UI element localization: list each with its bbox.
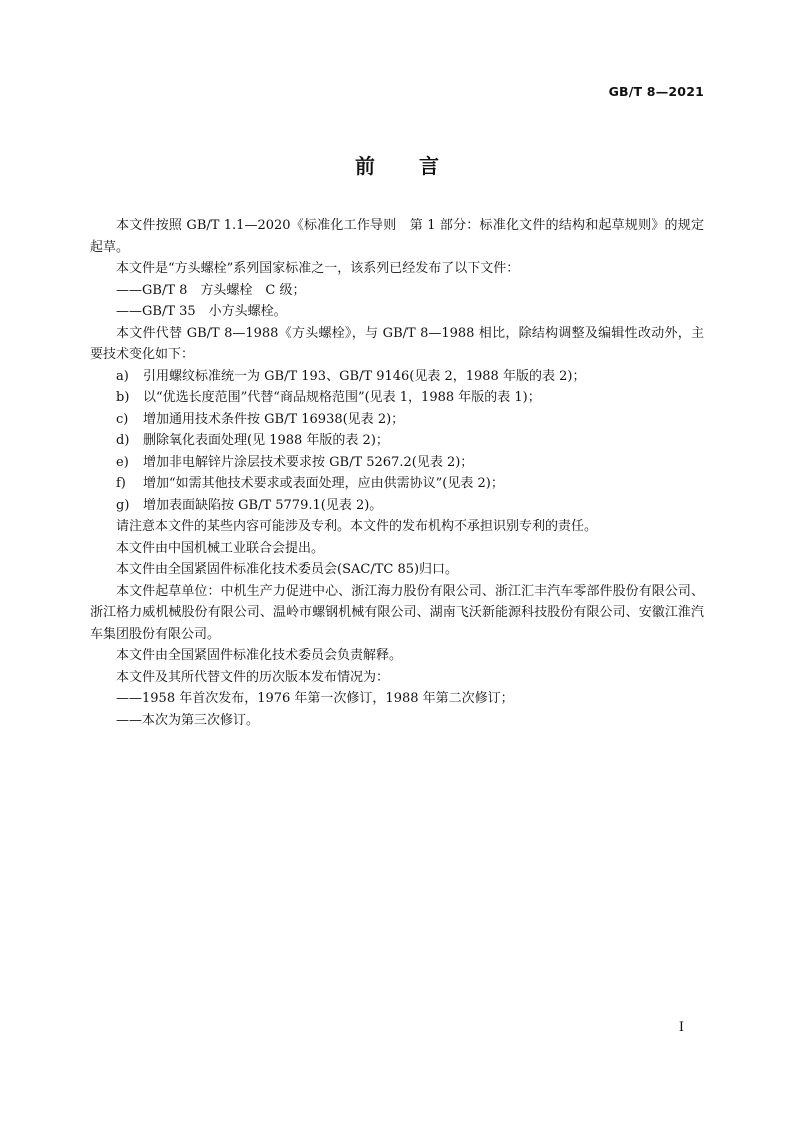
list-item-text: 引用螺纹标准统一为 GB/T 193、GB/T 9146(见表 2，1988 年版的表 2)； — [143, 368, 586, 384]
dash-item-gbt35: ——GB/T 35 小方头螺栓。 — [116, 304, 287, 319]
list-marker: d) — [116, 433, 130, 448]
list-marker: g) — [116, 497, 130, 513]
list-item — [90, 409, 704, 431]
list-item — [90, 495, 704, 517]
paragraph-committee: 本文件由全国紧固件标准化技术委员会(SAC/TC 85)归口。 — [116, 562, 459, 577]
list-item-text: 增加通用技术条件按 GB/T 16938(见表 2)； — [143, 411, 405, 427]
paragraph-drafting-units: 本文件起草单位：中机生产力促进中心、浙江海力股份有限公司、浙江汇丰汽车零部件股份有限公司、浙江格力威机械股份有限公司、温岭市螺钢机械有限公司、湖南飞沃新能源科技股份有限公司、安徽江淮汽车集团股份有限公司。 — [90, 583, 704, 642]
list-marker: f) — [116, 476, 126, 491]
list-item — [90, 366, 704, 388]
dash-item-current-revision: ——本次为第三次修订。 — [116, 712, 260, 728]
dash-item-gbt8: ——GB/T 8 方头螺栓 C 级； — [116, 282, 306, 298]
list-item — [90, 452, 704, 474]
paragraph-replacement: 本文件代替 GB/T 8—1988《方头螺栓》，与 GB/T 8—1988 相比，除结构调整及编辑性改动外，主要技术变化如下： — [90, 325, 704, 362]
foreword-body — [90, 215, 704, 731]
page-number: I — [678, 1020, 684, 1035]
list-item — [90, 430, 704, 452]
paragraph-interpretation: 本文件由全国紧固件标准化技术委员会负责解释。 — [116, 648, 403, 663]
list-marker: a) — [116, 368, 129, 384]
paragraph-series-intro: 本文件是“方头螺栓”系列国家标准之一，该系列已经发布了以下文件： — [116, 261, 520, 276]
list-marker: b) — [116, 390, 130, 405]
list-marker: c) — [116, 411, 129, 427]
paragraph-patent-notice: 请注意本文件的某些内容可能涉及专利。本文件的发布机构不承担识别专利的责任。 — [116, 519, 598, 534]
standard-code-header: GB/T 8—2021 — [608, 84, 704, 99]
paragraph-proposer: 本文件由中国机械工业联合会提出。 — [116, 540, 325, 556]
list-item-text: 以“优选长度范围”代替“商品规格范围”(见表 1，1988 年版的表 1)； — [143, 390, 541, 405]
dash-item-history: ——1958 年首次发布，1976 年第一次修订，1988 年第二次修订； — [116, 691, 514, 706]
list-item-text: 增加非电解锌片涂层技术要求按 GB/T 5267.2(见表 2)； — [143, 454, 474, 470]
page-title: 前言 — [355, 154, 483, 178]
list-item-text: 增加“如需其他技术要求或表面处理，应由供需协议”(见表 2)； — [143, 476, 504, 491]
list-marker: e) — [116, 454, 129, 470]
list-item — [90, 473, 704, 495]
list-item-text: 删除氧化表面处理(见 1988 年版的表 2)； — [143, 433, 389, 448]
list-item — [90, 387, 704, 409]
list-item-text: 增加表面缺陷按 GB/T 5779.1(见表 2)。 — [143, 497, 383, 513]
paragraph-history-intro: 本文件及其所代替文件的历次版本发布情况为： — [116, 669, 390, 685]
paragraph-drafting-rules: 本文件按照 GB/T 1.1—2020《标准化工作导则 第 1 部分：标准化文件的结构和起草规则》的规定起草。 — [90, 218, 704, 255]
